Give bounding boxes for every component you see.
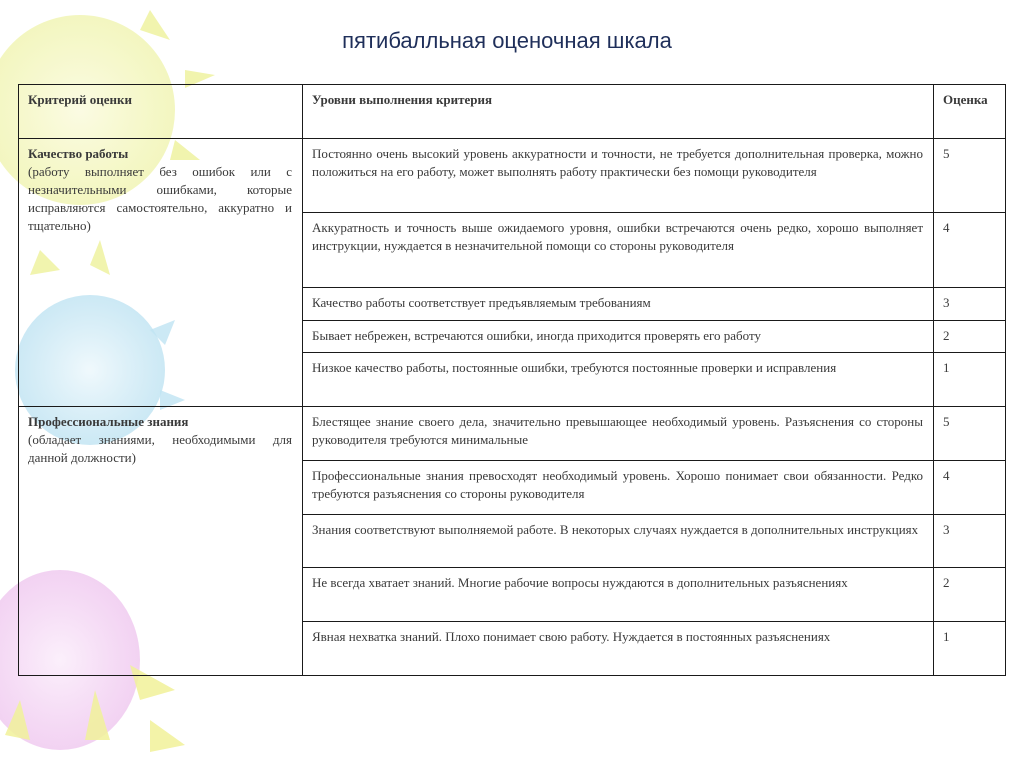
level-score: 3 [934,288,1006,321]
criterion-title: Профессиональные знания [28,414,189,429]
criterion-description: (обладает знаниями, необходимыми для данной должности) [28,432,292,465]
rating-scale-table [18,84,1006,676]
level-score: 4 [934,213,1006,288]
level-text: Постоянно очень высокий уровень аккуратности и точности, не требуется дополнительная проверка, можно положиться на его работу, может выполнять работу практически без помощи руководителя [303,139,934,213]
table-row [19,407,1006,461]
level-score: 2 [934,321,1006,353]
page-title: пятибалльная оценочная шкала [342,28,672,53]
level-text: Не всегда хватает знаний. Многие рабочие вопросы нуждаются в дополнительных разъяснениях [303,568,934,622]
criterion-cell-quality [19,139,303,407]
level-text: Низкое качество работы, постоянные ошибки, требуются постоянные проверки и исправления [303,353,934,407]
table-header-row [19,85,1006,139]
level-text: Явная нехватка знаний. Плохо понимает свою работу. Нуждается в постоянных разъяснениях [303,622,934,676]
level-text: Профессиональные знания превосходят необходимый уровень. Хорошо понимает свои обязанности. Редко требуются разъяснения со стороны руководителя [303,461,934,515]
level-score: 2 [934,568,1006,622]
level-score: 1 [934,622,1006,676]
header-levels: Уровни выполнения критерия [303,85,934,139]
level-text: Аккуратность и точность выше ожидаемого уровня, ошибки встречаются очень редко, хорошо выполняет инструкции, нуждается в незначительной помощи со стороны руководителя [303,213,934,288]
criterion-cell-knowledge [19,407,303,676]
level-text: Знания соответствуют выполняемой работе. В некоторых случаях нуждается в дополнительных инструкциях [303,515,934,568]
criterion-title: Качество работы [28,146,129,161]
level-score: 3 [934,515,1006,568]
level-score: 5 [934,139,1006,213]
criterion-description: (работу выполняет без ошибок или с незначительными ошибками, которые исправляются самостоятельно, аккуратно и тщательно) [28,164,292,233]
level-text: Блестящее знание своего дела, значительно превышающее необходимый уровень. Разъяснения со стороны руководителя требуются минимальные [303,407,934,461]
level-text: Бывает небрежен, встречаются ошибки, иногда приходится проверять его работу [303,321,934,353]
table-row [19,139,1006,213]
header-criterion: Критерий оценки [19,85,303,139]
level-score: 5 [934,407,1006,461]
level-score: 1 [934,353,1006,407]
level-score: 4 [934,461,1006,515]
header-score: Оценка [934,85,1006,139]
level-text: Качество работы соответствует предъявляемым требованиям [303,288,934,321]
